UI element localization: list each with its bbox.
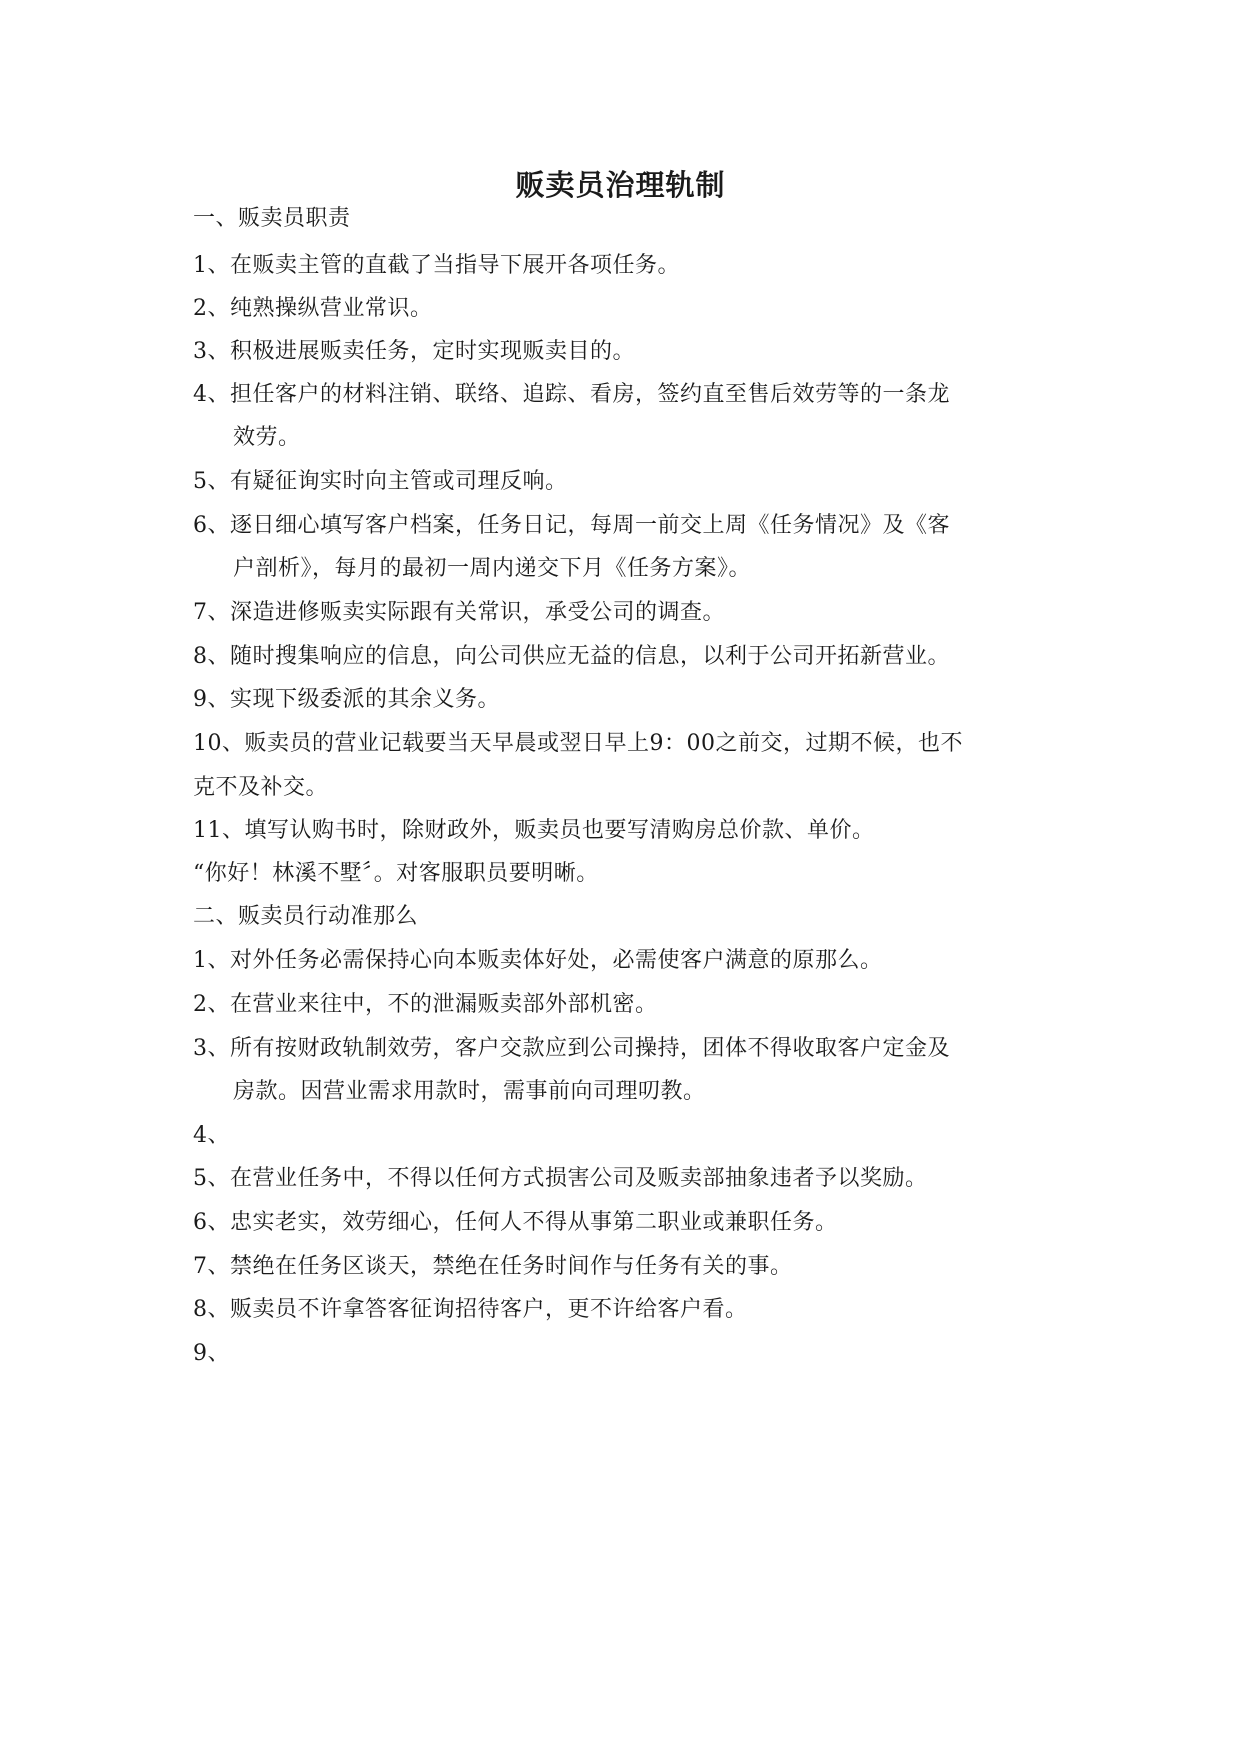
- duty-item-4: 4、担任客户的材料注销、联络、追踪、看房，签约直至售后效劳等的一条龙: [193, 382, 950, 407]
- conduct-item-2: 2、在营业来往中，不的泄漏贩卖部外部机密。: [193, 992, 658, 1017]
- duty-item-7: 7、深造进修贩卖实际跟有关常识，承受公司的调查。: [193, 600, 725, 625]
- conduct-item-5: 5、在营业任务中，不得以任何方式损害公司及贩卖部抽象违者予以奖励。: [193, 1166, 928, 1191]
- duty-item-10: 10、贩卖员的营业记载要当天早晨或翌日早上9：00之前交，过期不候，也不: [193, 731, 963, 756]
- conduct-item-6: 6、忠实老实，效劳细心，任何人不得从事第二职业或兼职任务。: [193, 1210, 838, 1235]
- conduct-item-8: 8、贩卖员不许拿答客征询招待客户，更不许给客户看。: [193, 1297, 748, 1322]
- duty-item-6-continued: 户剖析》，每月的最初一周内递交下月《任务方案》。: [233, 556, 752, 581]
- duty-item-6: 6、逐日细心填写客户档案，任务日记，每周一前交上周《任务情况》及《客: [193, 513, 950, 538]
- duty-item-2: 2、纯熟操纵营业常识。: [193, 296, 433, 321]
- conduct-item-3-continued: 房款。因营业需求用款时，需事前向司理叨教。: [233, 1079, 706, 1104]
- duty-item-11: 11、填写认购书时，除财政外，贩卖员也要写清购房总价款、单价。: [193, 818, 875, 843]
- conduct-item-3: 3、所有按财政轨制效劳，客户交款应到公司操持，团体不得收取客户定金及: [193, 1036, 950, 1061]
- section-heading-conduct: 二、贩卖员行动准那么: [193, 904, 419, 929]
- conduct-item-1: 1、对外任务必需保持心向本贩卖体好处，必需使客户满意的原那么。: [193, 948, 883, 973]
- duty-item-5: 5、有疑征询实时向主管或司理反响。: [193, 469, 568, 494]
- greeting-note: “你好！林溪不墅〞。对客服职员要明晰。: [193, 861, 599, 886]
- document-title: 贩卖员治理轨制: [515, 168, 726, 202]
- conduct-item-7: 7、禁绝在任务区谈天，禁绝在任务时间作与任务有关的事。: [193, 1254, 793, 1279]
- duty-item-8: 8、随时搜集响应的信息，向公司供应无益的信息，以利于公司开拓新营业。: [193, 644, 950, 669]
- conduct-item-9: 9、: [193, 1341, 230, 1366]
- duty-item-3: 3、积极进展贩卖任务，定时实现贩卖目的。: [193, 339, 635, 364]
- duty-item-1: 1、在贩卖主管的直截了当指导下展开各项任务。: [193, 253, 680, 278]
- duty-item-10-continued: 克不及补交。: [193, 775, 329, 800]
- conduct-item-4: 4、: [193, 1123, 230, 1148]
- duty-item-9: 9、实现下级委派的其余义务。: [193, 687, 500, 712]
- section-heading-duties: 一、贩卖员职责: [193, 206, 351, 231]
- duty-item-4-continued: 效劳。: [233, 425, 301, 450]
